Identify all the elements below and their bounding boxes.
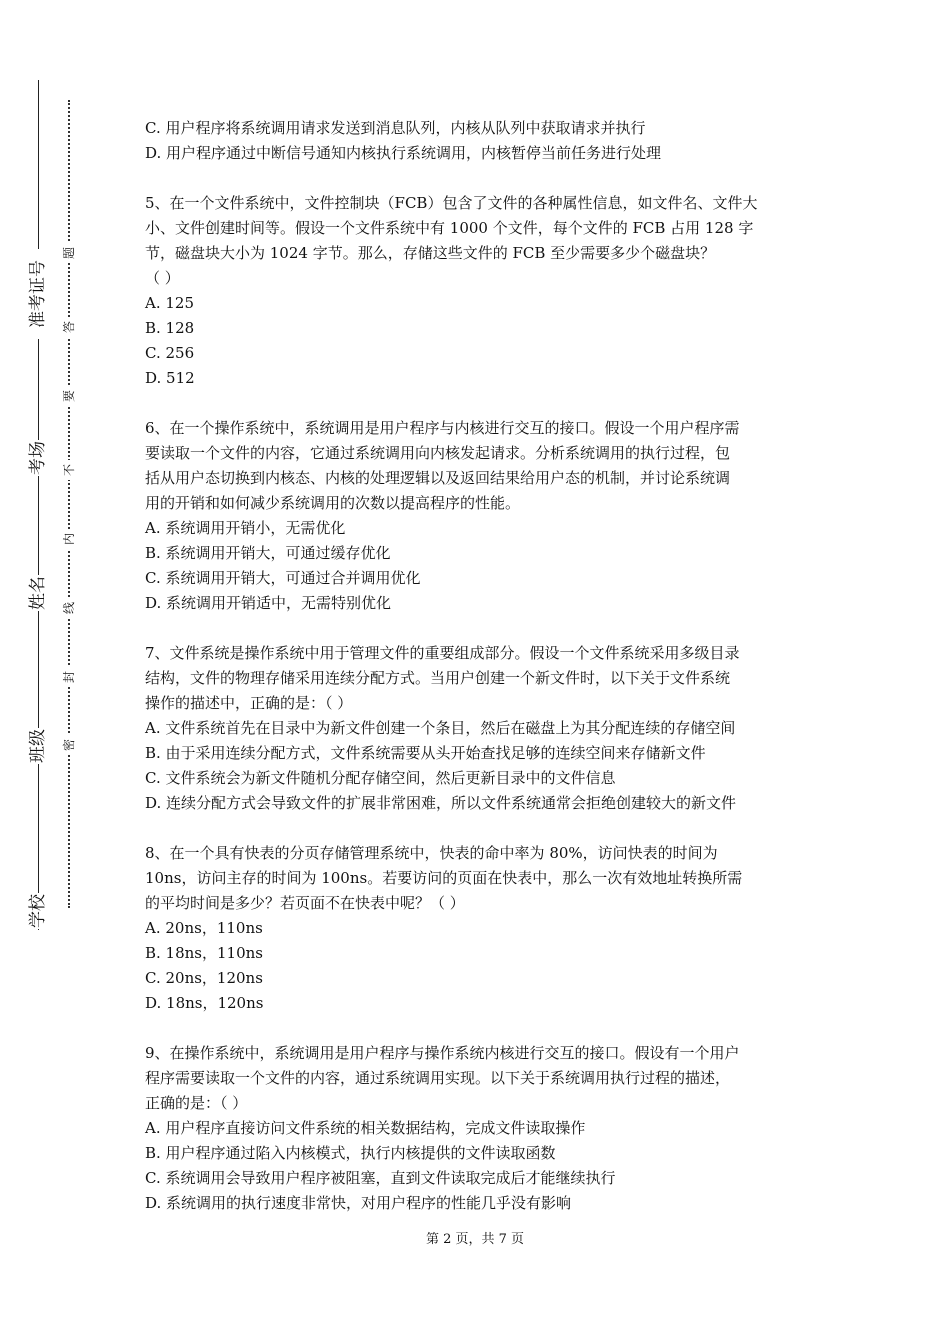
- question-text-line: 正确的是：（ ）: [145, 1094, 248, 1112]
- option-a: A. 文件系统首先在目录中为新文件创建一个条目，然后在磁盘上为其分配连续的存储空间: [145, 719, 736, 737]
- question-text-line: 节，磁盘块大小为 1024 字节。那么，存储这些文件的 FCB 至少需要多少个磁盘块？: [145, 244, 716, 262]
- option-a: A. 用户程序直接访问文件系统的相关数据结构，完成文件读取操作: [145, 1119, 586, 1137]
- option-d: D. 512: [145, 369, 195, 387]
- question-content: [145, 116, 810, 1216]
- class-label: 班级: [20, 728, 56, 764]
- answer-bracket: （ ）: [145, 269, 180, 287]
- option-b: B. 系统调用开销大，可通过缓存优化: [145, 544, 391, 562]
- question-5: [145, 191, 810, 391]
- binding-dotted-line: [68, 100, 70, 908]
- binding-margin: [0, 0, 100, 1344]
- seal-char-xian: 线: [59, 598, 79, 618]
- question-text-line: 的平均时间是多少？若页面不在快表中呢？（ ）: [145, 894, 465, 912]
- option-b: B. 由于采用连续分配方式，文件系统需要从头开始查找足够的连续空间来存储新文件: [145, 744, 706, 762]
- option-b: B. 用户程序通过陷入内核模式，执行内核提供的文件读取函数: [145, 1144, 556, 1162]
- option-b: B. 128: [145, 319, 195, 337]
- admission-number-label: 准考证号: [20, 249, 56, 339]
- option-c: C. 256: [145, 344, 195, 362]
- question-7: [145, 641, 810, 816]
- question-4-continued: [145, 116, 810, 166]
- question-text-line: 操作的描述中，正确的是：（ ）: [145, 694, 353, 712]
- seal-char-nei: 内: [59, 529, 79, 549]
- option-a: A. 125: [145, 294, 194, 312]
- option-d: D. 18ns，120ns: [145, 994, 264, 1012]
- name-label: 姓名: [20, 575, 56, 611]
- option-c: C. 系统调用开销大，可通过合并调用优化: [145, 569, 421, 587]
- school-label: 学校: [20, 893, 56, 929]
- page-number: 第 2 页，共 7 页: [425, 1232, 525, 1247]
- question-9: [145, 1041, 810, 1216]
- option-c: C. 文件系统会为新文件随机分配存储空间，然后更新目录中的文件信息: [145, 769, 616, 787]
- option-c: C. 系统调用会导致用户程序被阻塞，直到文件读取完成后才能继续执行: [145, 1169, 616, 1187]
- question-text-line: 5、在一个文件系统中，文件控制块（FCB）包含了文件的各种属性信息，如文件名、文件大: [145, 194, 758, 212]
- question-8: [145, 841, 810, 1016]
- seal-char-mi: 密: [59, 735, 79, 755]
- question-text-line: 8、在一个具有快表的分页存储管理系统中，快表的命中率为 80%，访问快表的时间为: [145, 844, 718, 862]
- question-text-line: 6、在一个操作系统中，系统调用是用户程序与内核进行交互的接口。假设一个用户程序需: [145, 419, 740, 437]
- seal-char-bu: 不: [59, 460, 79, 480]
- question-text-line: 程序需要读取一个文件的内容，通过系统调用实现。以下关于系统调用执行过程的描述，: [145, 1069, 731, 1087]
- question-text-line: 小、文件创建时间等。假设一个文件系统中有 1000 个文件，每个文件的 FCB 占用 128 字: [145, 219, 754, 237]
- question-text-line: 7、文件系统是操作系统中用于管理文件的重要组成部分。假设一个文件系统采用多级目录: [145, 644, 740, 662]
- option-c: C. 20ns，120ns: [145, 969, 263, 987]
- option-a: A. 系统调用开销小，无需优化: [145, 519, 346, 537]
- question-6: [145, 416, 810, 616]
- exam-room-label: 考场: [20, 440, 56, 476]
- question-text-line: 10ns，访问主存的时间为 100ns。若要访问的页面在快表中，那么一次有效地址转换所需: [145, 869, 743, 887]
- binding-solid-line: [38, 80, 39, 930]
- question-text-line: 括从用户态切换到内核态、内核的处理逻辑以及返回结果给用户态的机制，并讨论系统调: [145, 469, 731, 487]
- option-d: D. 用户程序通过中断信号通知内核执行系统调用，内核暂停当前任务进行处理: [145, 144, 662, 162]
- option-d: D. 连续分配方式会导致文件的扩展非常困难，所以文件系统通常会拒绝创建较大的新文件: [145, 794, 737, 812]
- option-c: C. 用户程序将系统调用请求发送到消息队列，内核从队列中获取请求并执行: [145, 119, 646, 137]
- option-b: B. 18ns，110ns: [145, 944, 263, 962]
- seal-char-yao: 要: [59, 386, 79, 406]
- seal-char-ti: 题: [59, 243, 79, 263]
- option-a: A. 20ns，110ns: [145, 919, 263, 937]
- seal-char-feng: 封: [59, 667, 79, 687]
- seal-char-da: 答: [59, 317, 79, 337]
- question-text-line: 要读取一个文件的内容，它通过系统调用向内核发起请求。分析系统调用的执行过程，包: [145, 444, 731, 462]
- option-d: D. 系统调用的执行速度非常快，对用户程序的性能几乎没有影响: [145, 1194, 572, 1212]
- option-d: D. 系统调用开销适中，无需特别优化: [145, 594, 392, 612]
- question-text-line: 结构，文件的物理存储采用连续分配方式。当用户创建一个新文件时，以下关于文件系统: [145, 669, 731, 687]
- question-text-line: 9、在操作系统中，系统调用是用户程序与操作系统内核进行交互的接口。假设有一个用户: [145, 1044, 740, 1062]
- question-text-line: 用的开销和如何减少系统调用的次数以提高程序的性能。: [145, 494, 521, 512]
